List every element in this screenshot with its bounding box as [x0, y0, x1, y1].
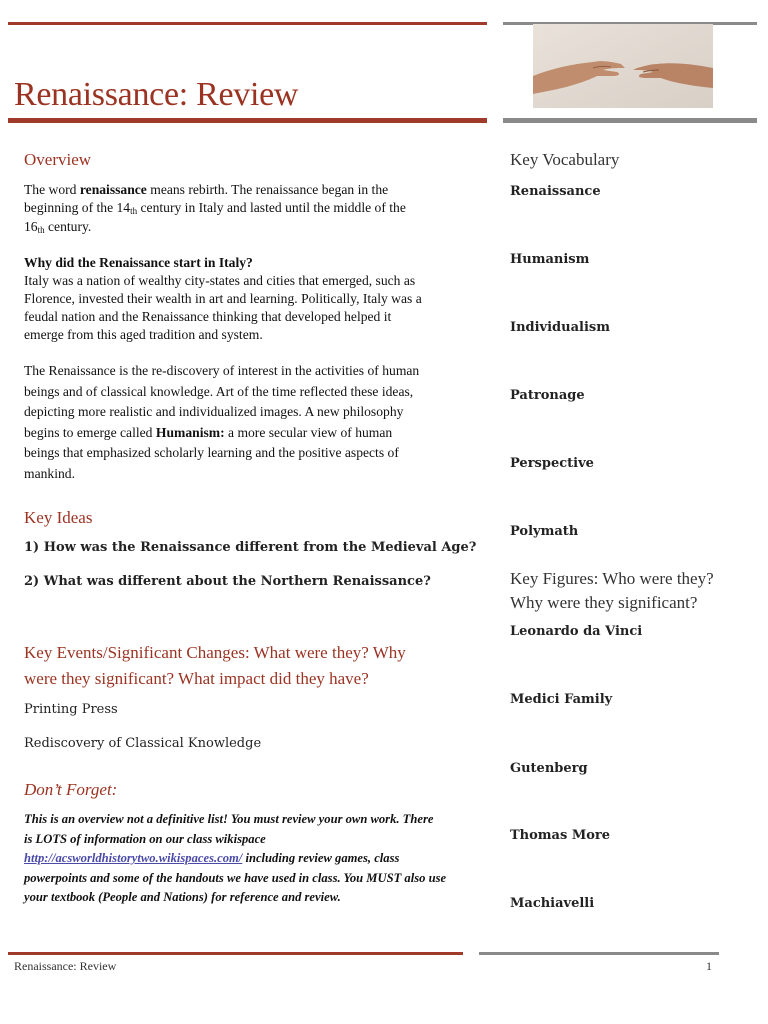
why-italy-line: Italy was a nation of wealthy city-states and cities that emerged, such as: [24, 273, 416, 288]
figure-machiavelli: Machiavelli: [510, 896, 595, 911]
dont-forget-note: [24, 810, 484, 908]
renaissance-paragraph: [24, 361, 484, 484]
vocab-term-individualism: Individualism: [510, 320, 610, 335]
why-italy-line: Florence, invested their wealth in art and learning. Politically, Italy was a: [24, 291, 422, 306]
figure-thomas-more: Thomas More: [510, 828, 611, 843]
figure-medici: Medici Family: [510, 692, 613, 707]
key-idea-item: 1) How was the Renaissance different from the Medieval Age?: [24, 540, 477, 555]
vocab-term-humanism: Humanism: [510, 252, 590, 267]
key-ideas-heading: Key Ideas: [24, 508, 93, 527]
key-idea-item: 2) What was different about the Northern Renaissance?: [24, 574, 431, 589]
paragraph-line: beings and of classical knowledge. Art of the time reflected these ideas,: [24, 383, 414, 399]
key-event-item: Printing Press: [24, 702, 118, 717]
key-events-heading-line: Key Events/Significant Changes: What were they? Why: [24, 643, 406, 662]
paragraph-line: mankind.: [24, 465, 75, 481]
vocab-term-polymath: Polymath: [510, 524, 579, 539]
why-italy-line: feudal nation and the Renaissance thinking that developed helped it: [24, 309, 392, 324]
footer-title: Renaissance: Review: [14, 959, 117, 973]
footer-rule-right: [479, 952, 719, 955]
note-line: This is an overview not a definitive list! You must review your own work. There: [24, 812, 434, 826]
footer-rule-left: [8, 952, 463, 955]
note-line: your textbook (People and Nations) for reference and review.: [24, 890, 341, 904]
key-events-heading: [24, 640, 494, 692]
overview-line-3: 16th century.: [24, 219, 92, 235]
overview-line-1: The word renaissance means rebirth. The renaissance began in the: [24, 182, 389, 197]
figure-leonardo: Leonardo da Vinci: [510, 624, 643, 639]
note-line: http://acsworldhistorytwo.wikispaces.com/ including review games, class: [24, 851, 400, 865]
why-italy-heading: Why did the Renaissance start in Italy?: [24, 255, 253, 270]
dont-forget-heading: Don’t Forget:: [24, 780, 118, 799]
vocab-term-renaissance: Renaissance: [510, 184, 601, 199]
top-rule-left: [8, 22, 487, 25]
paragraph-line: begins to emerge called Humanism: a more secular view of human: [24, 424, 393, 440]
overview-heading: Overview: [24, 150, 92, 169]
vocab-term-patronage: Patronage: [510, 388, 585, 403]
paragraph-line: depicting more realistic and individualized images. A new philosophy: [24, 404, 404, 419]
figure-gutenberg: Gutenberg: [510, 761, 588, 776]
title-rule-right: [503, 118, 757, 123]
creation-of-adam-image: [533, 24, 713, 108]
paragraph-line: The Renaissance is the re-discovery of interest in the activities of human: [24, 363, 420, 378]
overview-line-2: beginning of the 14th century in Italy and lasted until the middle of the: [24, 200, 406, 216]
key-figures-heading-line: Why were they significant?: [510, 593, 698, 612]
key-event-item: Rediscovery of Classical Knowledge: [24, 736, 262, 751]
page-title: Renaissance: Review: [14, 76, 299, 113]
vocab-term-perspective: Perspective: [510, 456, 594, 471]
key-figures-heading: [510, 567, 760, 615]
note-line: is LOTS of information on our class wikispace: [24, 831, 266, 846]
key-vocabulary-heading: Key Vocabulary: [510, 150, 620, 169]
paragraph-line: beings that emphasized scholarly learning and the positive aspects of: [24, 445, 399, 460]
overview-paragraph: [24, 181, 484, 237]
key-events-heading-line: were they significant? What impact did they have?: [24, 669, 369, 688]
why-italy-section: [24, 254, 484, 344]
wikispace-link[interactable]: http://acsworldhistorytwo.wikispaces.com/: [24, 851, 243, 865]
note-line: powerpoints and some of the handouts we have used in class. You MUST also use: [24, 870, 447, 885]
page-number: 1: [706, 959, 712, 973]
key-figures-heading-line: Key Figures: Who were they?: [510, 569, 714, 588]
title-rule-left: [8, 118, 487, 123]
why-italy-line: emerge from this aged tradition and system.: [24, 327, 263, 342]
